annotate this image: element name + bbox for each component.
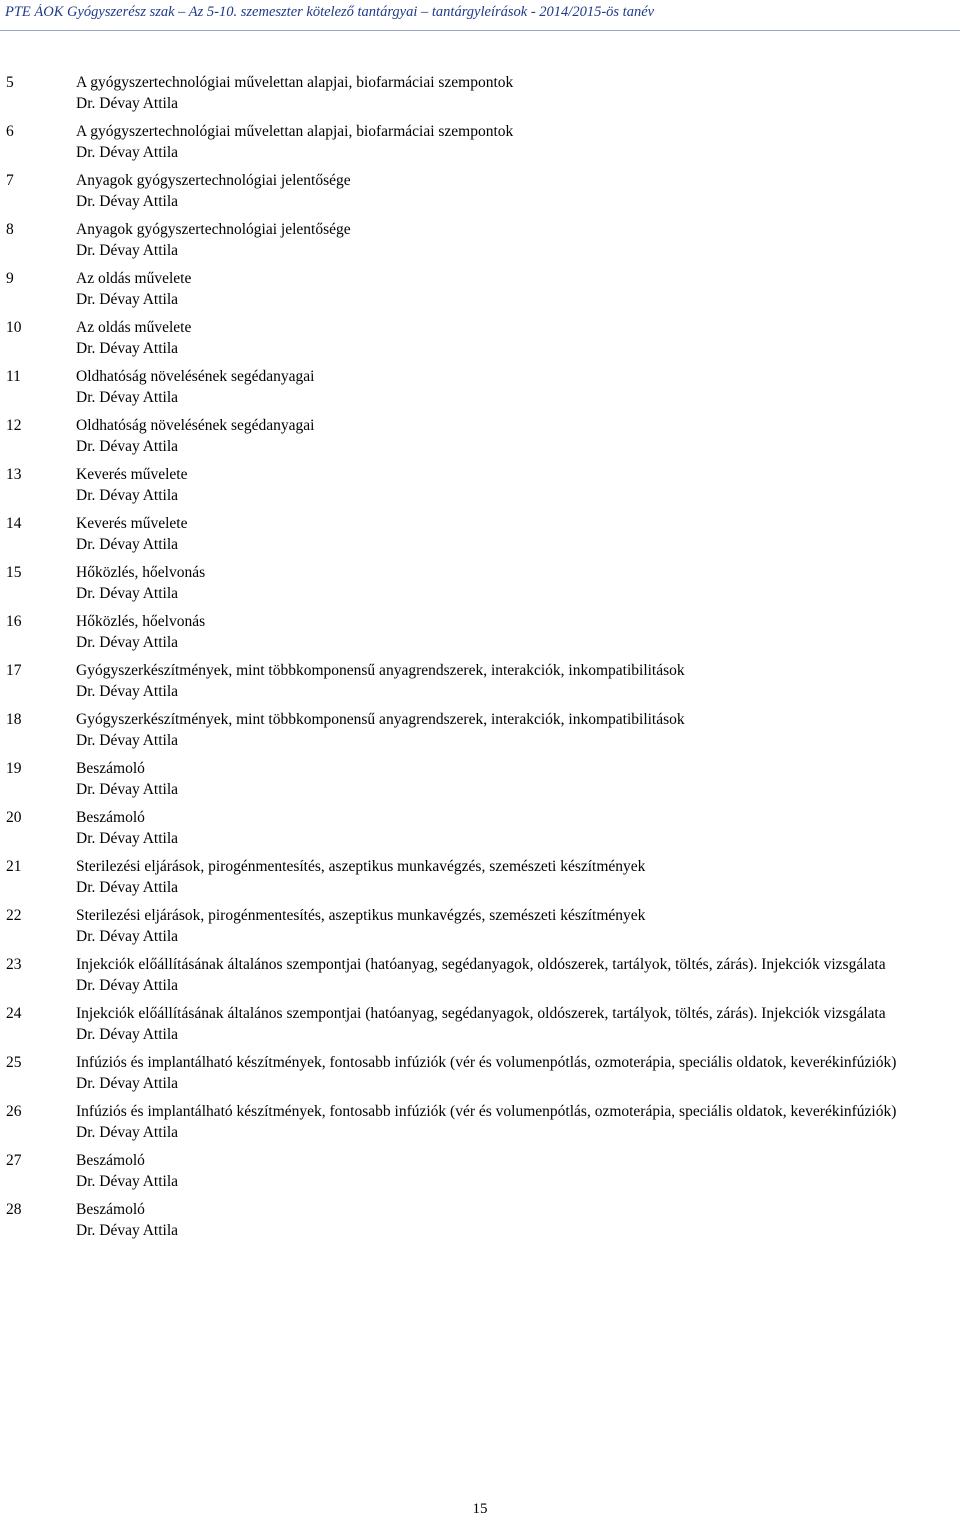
lecture-content <box>76 611 958 653</box>
lecture-title: Injekciók előállításának általános szempontjai (hatóanyag, segédanyagok, oldószerek, tartályok, töltés, zárás). Injekciók vizsgálata <box>76 1005 886 1022</box>
lecturer-name: Dr. Dévay Attila <box>76 634 179 651</box>
lecture-number: 17 <box>6 662 22 679</box>
lecture-content <box>76 121 958 163</box>
lecture-title: Gyógyszerkészítmények, mint többkomponensű anyagrendszerek, interakciók, inkompatibilitások <box>76 662 685 679</box>
lecture-title: Oldhatóság növelésének segédanyagai <box>76 417 315 434</box>
lecturer-name: Dr. Dévay Attila <box>76 95 179 112</box>
lecture-number: 28 <box>6 1201 22 1218</box>
lecture-content <box>76 415 958 457</box>
lecture-title: Beszámoló <box>76 809 145 826</box>
lecture-number: 11 <box>6 368 21 385</box>
lecture-content <box>76 1052 958 1094</box>
lecture-content <box>76 562 958 604</box>
lecture-list <box>0 72 960 1248</box>
lecture-number: 21 <box>6 858 22 875</box>
lecture-content <box>76 758 958 800</box>
lecturer-name: Dr. Dévay Attila <box>76 781 179 798</box>
lecturer-name: Dr. Dévay Attila <box>76 242 179 259</box>
lecturer-name: Dr. Dévay Attila <box>76 928 179 945</box>
lecturer-name: Dr. Dévay Attila <box>76 830 179 847</box>
lecture-entry <box>0 121 960 170</box>
lecture-title: Hőközlés, hőelvonás <box>76 613 206 630</box>
lecture-title: Beszámoló <box>76 1152 145 1169</box>
lecturer-name: Dr. Dévay Attila <box>76 1075 179 1092</box>
lecture-content <box>76 856 958 898</box>
lecture-entry <box>0 562 960 611</box>
lecture-title: Beszámoló <box>76 1201 145 1218</box>
lecture-content <box>76 366 958 408</box>
lecture-number: 23 <box>6 956 22 973</box>
lecture-content <box>76 807 958 849</box>
header-divider <box>0 30 960 31</box>
lecture-entry <box>0 1101 960 1150</box>
lecture-content <box>76 464 958 506</box>
lecture-number: 22 <box>6 907 22 924</box>
lecture-title: Gyógyszerkészítmények, mint többkomponensű anyagrendszerek, interakciók, inkompatibilitások <box>76 711 685 728</box>
lecture-number: 13 <box>6 466 22 483</box>
lecture-number: 15 <box>6 564 22 581</box>
lecture-number: 5 <box>6 74 14 91</box>
lecture-number: 25 <box>6 1054 22 1071</box>
lecture-content <box>76 1150 958 1192</box>
lecture-entry <box>0 611 960 660</box>
lecturer-name: Dr. Dévay Attila <box>76 1026 179 1043</box>
lecture-title: A gyógyszertechnológiai művelettan alapjai, biofarmáciai szempontok <box>76 123 514 140</box>
lecture-number: 19 <box>6 760 22 777</box>
lecture-number: 12 <box>6 417 22 434</box>
lecture-title: Sterilezési eljárások, pirogénmentesítés, aszeptikus munkavégzés, szemészeti készítmények <box>76 858 646 875</box>
page-number: 15 <box>472 1501 488 1517</box>
lecture-entry <box>0 268 960 317</box>
lecture-content <box>76 170 958 212</box>
lecture-entry <box>0 954 960 1003</box>
lecture-number: 14 <box>6 515 22 532</box>
lecture-title: Hőközlés, hőelvonás <box>76 564 206 581</box>
lecture-content <box>76 660 958 702</box>
lecture-number: 6 <box>6 123 14 140</box>
lecture-entry <box>0 415 960 464</box>
lecturer-name: Dr. Dévay Attila <box>76 732 179 749</box>
lecture-number: 10 <box>6 319 22 336</box>
lecture-entry <box>0 170 960 219</box>
lecture-entry <box>0 660 960 709</box>
lecture-number: 20 <box>6 809 22 826</box>
lecture-title: Keverés művelete <box>76 466 188 483</box>
lecture-content <box>76 709 958 751</box>
lecturer-name: Dr. Dévay Attila <box>76 879 179 896</box>
lecture-number: 7 <box>6 172 14 189</box>
lecture-content <box>76 1003 958 1045</box>
lecture-number: 24 <box>6 1005 22 1022</box>
lecturer-name: Dr. Dévay Attila <box>76 585 179 602</box>
lecture-entry <box>0 905 960 954</box>
lecture-entry <box>0 366 960 415</box>
lecture-content <box>76 317 958 359</box>
lecture-number: 27 <box>6 1152 22 1169</box>
lecture-entry <box>0 1052 960 1101</box>
lecture-title: Injekciók előállításának általános szempontjai (hatóanyag, segédanyagok, oldószerek, tartályok, töltés, zárás). Injekciók vizsgálata <box>76 956 886 973</box>
lecturer-name: Dr. Dévay Attila <box>76 389 179 406</box>
lecture-title: Sterilezési eljárások, pirogénmentesítés, aszeptikus munkavégzés, szemészeti készítmények <box>76 907 646 924</box>
lecture-number: 26 <box>6 1103 22 1120</box>
lecture-title: Az oldás művelete <box>76 270 192 287</box>
lecture-entry <box>0 317 960 366</box>
lecture-entry <box>0 856 960 905</box>
lecture-content <box>76 268 958 310</box>
lecturer-name: Dr. Dévay Attila <box>76 1124 179 1141</box>
lecturer-name: Dr. Dévay Attila <box>76 683 179 700</box>
lecturer-name: Dr. Dévay Attila <box>76 977 179 994</box>
lecture-entry <box>0 464 960 513</box>
running-header: PTE ÁOK Gyógyszerész szak – Az 5-10. szemeszter kötelező tantárgyai – tantárgyleírások - 2014/2015-ös tanév <box>5 4 655 20</box>
lecture-entry <box>0 1199 960 1248</box>
lecture-content <box>76 905 958 947</box>
lecture-title: Anyagok gyógyszertechnológiai jelentősége <box>76 172 351 189</box>
lecture-entry <box>0 709 960 758</box>
lecture-title: Beszámoló <box>76 760 145 777</box>
lecturer-name: Dr. Dévay Attila <box>76 193 179 210</box>
lecturer-name: Dr. Dévay Attila <box>76 291 179 308</box>
lecture-entry <box>0 219 960 268</box>
lecturer-name: Dr. Dévay Attila <box>76 340 179 357</box>
lecturer-name: Dr. Dévay Attila <box>76 1222 179 1239</box>
lecture-content <box>76 513 958 555</box>
lecture-content <box>76 219 958 261</box>
lecturer-name: Dr. Dévay Attila <box>76 487 179 504</box>
lecture-content <box>76 1199 958 1241</box>
lecture-title: Az oldás művelete <box>76 319 192 336</box>
lecture-content <box>76 72 958 114</box>
lecture-title: Oldhatóság növelésének segédanyagai <box>76 368 315 385</box>
lecture-content <box>76 954 958 996</box>
lecture-number: 8 <box>6 221 14 238</box>
lecture-title: Infúziós és implantálható készítmények, fontosabb infúziók (vér és volumenpótlás, ozmoterápia, speciális oldatok, keverékinfúziók) <box>76 1103 897 1120</box>
lecturer-name: Dr. Dévay Attila <box>76 536 179 553</box>
lecture-number: 9 <box>6 270 14 287</box>
lecture-number: 16 <box>6 613 22 630</box>
lecture-entry <box>0 807 960 856</box>
lecturer-name: Dr. Dévay Attila <box>76 1173 179 1190</box>
lecture-title: Keverés művelete <box>76 515 188 532</box>
lecture-entry <box>0 758 960 807</box>
lecture-entry <box>0 1003 960 1052</box>
lecturer-name: Dr. Dévay Attila <box>76 144 179 161</box>
lecture-title: Anyagok gyógyszertechnológiai jelentősége <box>76 221 351 238</box>
lecture-content <box>76 1101 958 1143</box>
lecturer-name: Dr. Dévay Attila <box>76 438 179 455</box>
lecture-entry <box>0 513 960 562</box>
lecture-title: Infúziós és implantálható készítmények, fontosabb infúziók (vér és volumenpótlás, ozmoterápia, speciális oldatok, keverékinfúziók) <box>76 1054 897 1071</box>
lecture-entry <box>0 1150 960 1199</box>
lecture-number: 18 <box>6 711 22 728</box>
lecture-title: A gyógyszertechnológiai művelettan alapjai, biofarmáciai szempontok <box>76 74 514 91</box>
lecture-entry <box>0 72 960 121</box>
